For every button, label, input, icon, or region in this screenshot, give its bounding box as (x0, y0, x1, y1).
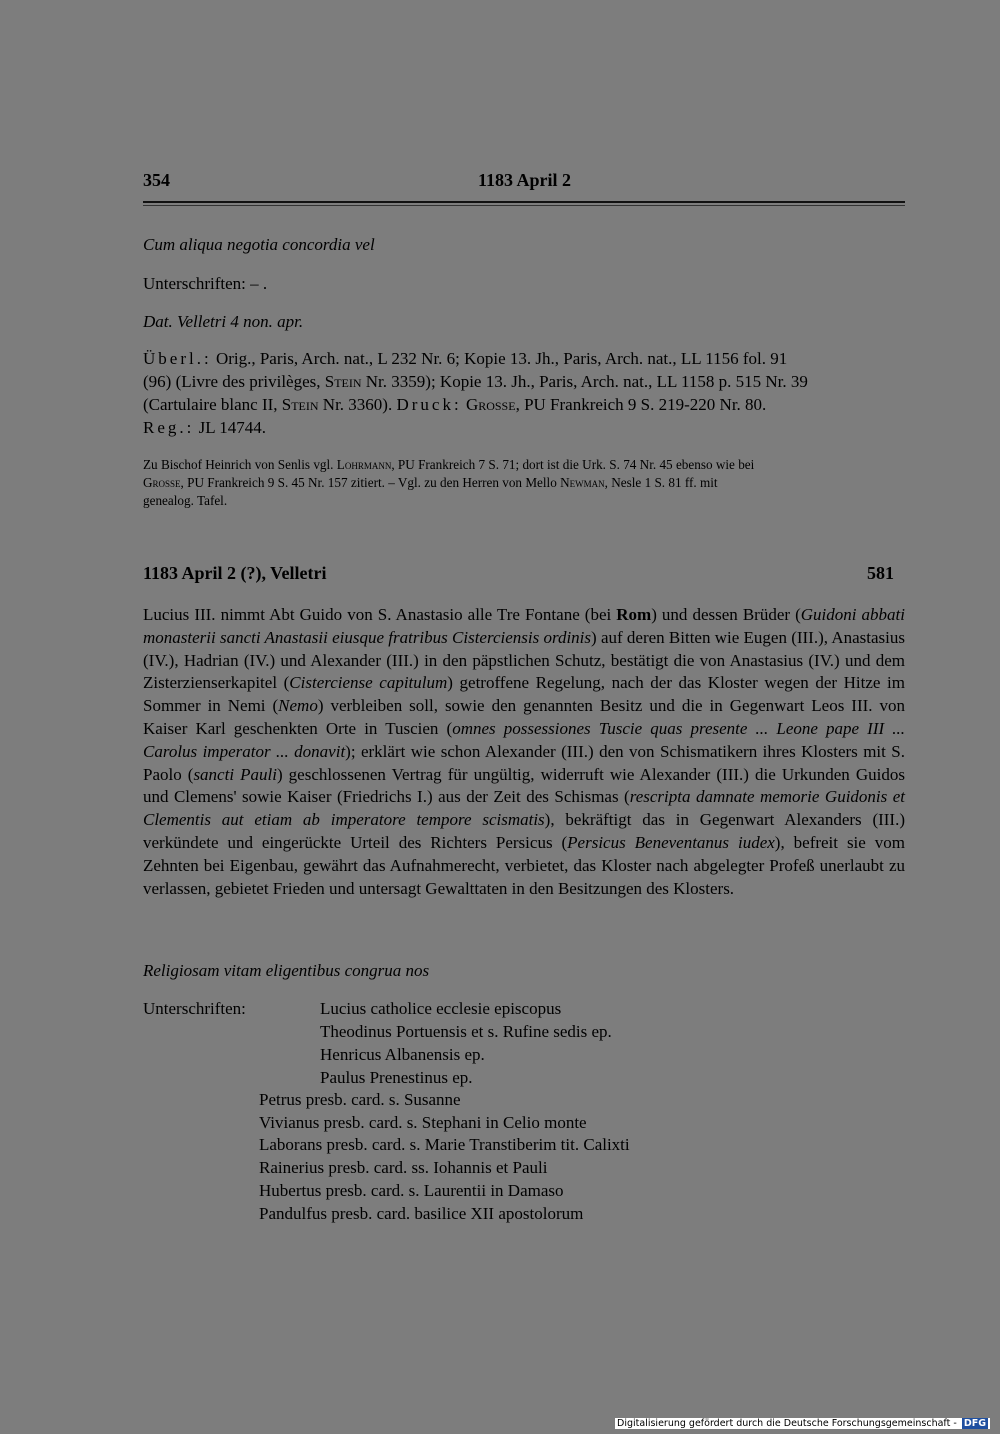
footer-attribution: Digitalisierung gefördert durch die Deutsche Forschungsgemeinschaft - DFG (615, 1418, 990, 1429)
reg-label: Reg.: (143, 418, 195, 437)
signature-cardinal: Hubertus presb. card. s. Laurentii in Damaso (259, 1181, 564, 1200)
signature-bishop: Henricus Albanensis ep. (320, 1045, 485, 1064)
doc1-signatures: Unterschriften: – . (143, 274, 268, 293)
signature-cardinal: Petrus presb. card. s. Susanne (259, 1090, 461, 1109)
doc1-note-line2: Grosse, PU Frankreich 9 S. 45 Nr. 157 zitiert. – Vgl. zu den Herren von Mello Newman, Nesle 1 S. 81 ff. mit (143, 475, 718, 490)
doc1-ueberl-line1: Überl.: Orig., Paris, Arch. nat., L 232 Nr. 6; Kopie 13. Jh., Paris, Arch. nat., LL 1156 fol. 91 (143, 349, 788, 368)
doc2-incipit: Religiosam vitam eligentibus congrua nos (143, 961, 430, 980)
doc1-reg: Reg.: JL 14744. (143, 418, 266, 437)
signature-cardinal: Rainerius presb. card. ss. Iohannis et Pauli (259, 1158, 548, 1177)
signature-bishop: Theodinus Portuensis et s. Rufine sedis ep. (320, 1022, 612, 1041)
doc2-date-place: 1183 April 2 (?), Velletri (143, 563, 327, 583)
doc1-note-line3: genealog. Tafel. (143, 493, 228, 508)
doc2-summary: Lucius III. nimmt Abt Guido von S. Anastasio alle Tre Fontane (bei Rom) und dessen Brüder (Guidoni abbati monasterii sancti Anastasii eiusque fratribus Cisterciensis ordinis) auf deren Bitten wie Eugen (III.), Anastasius (IV.), Hadrian (IV.) und Alexander (III.) in den päpstlichen Schutz, bestätigt die von Anastasius (IV.) und dem Zisterzienserkapitel (Cisterciense capitulum) getroffene Regelung, nach der das Kloster wegen der Hitze im Sommer in Nemi (Nemo) verbleiben soll, sowie den genannten Besitz und die in Gegenwart Leos III. von Kaiser Karl geschenkten Orte in Tuscien (omnes possessiones Tuscie quas presente ... Leone pape III ... Carolus imperator ... donavit); erklärt wie schon Alexander (III.) den von Schismatikern ihres Klosters mit S. Paolo (sancti Pauli) geschlossenen Vertrag für ungültig, widerruft wie Alexander (III.) die Urkunden Guidos und Clemens' sowie Kaiser (Friedrichs I.) aus der Zeit des Schismas (rescripta damnate memorie Guidonis et Clementis aut etiam ab imperatore tempore scismatis), bekräftigt das in Gegenwart Alexanders (III.) verkündete und eingerückte Urteil des Richters Persicus (Persicus Beneventanus iudex), befreit sie vom Zehnten bei Eigenbau, gewährt das Aufnahmerecht, verbietet, das Kloster nach abgelegter Profeß unerlaubt zu verlassen, gebietet Frieden und untersagt Gewalttaten in den Besitzungen des Klosters. (143, 605, 906, 898)
druck-label: Druck: (396, 395, 462, 414)
ueberl-label: Überl.: (143, 349, 212, 368)
signature-bishop: Lucius catholice ecclesie episcopus (320, 999, 562, 1018)
page-number: 354 (143, 170, 170, 190)
doc1-ueberl-line3: (Cartulaire blanc II, Stein Nr. 3360). Druck: Grosse, PU Frankreich 9 S. 219-220 Nr. 80. (143, 395, 767, 414)
doc2-number: 581 (867, 563, 894, 583)
doc1-dat: Dat. Velletri 4 non. apr. (143, 312, 304, 331)
header-rule-thin (143, 205, 905, 206)
doc1-incipit: Cum aliqua negotia concordia vel (143, 235, 375, 254)
signature-bishop: Paulus Prenestinus ep. (320, 1068, 473, 1087)
doc2-signatures-label: Unterschriften: (143, 999, 246, 1018)
doc1-ueberl-line2: (96) (Livre des privilèges, Stein Nr. 3359); Kopie 13. Jh., Paris, Arch. nat., LL 1158 p. 515 Nr. 39 (143, 372, 808, 391)
doc1-note-line1: Zu Bischof Heinrich von Senlis vgl. Lohrmann, PU Frankreich 7 S. 71; dort ist die Urk. S. 74 Nr. 45 ebenso wie bei (143, 457, 755, 472)
running-title: 1183 April 2 (478, 170, 572, 190)
header-rule (143, 201, 905, 203)
dfg-logo: DFG (963, 1418, 986, 1429)
signature-cardinal: Laborans presb. card. s. Marie Transtiberim tit. Calixti (259, 1135, 630, 1154)
signature-cardinal: Pandulfus presb. card. basilice XII apostolorum (259, 1204, 584, 1223)
signature-cardinal: Vivianus presb. card. s. Stephani in Celio monte (259, 1113, 587, 1132)
